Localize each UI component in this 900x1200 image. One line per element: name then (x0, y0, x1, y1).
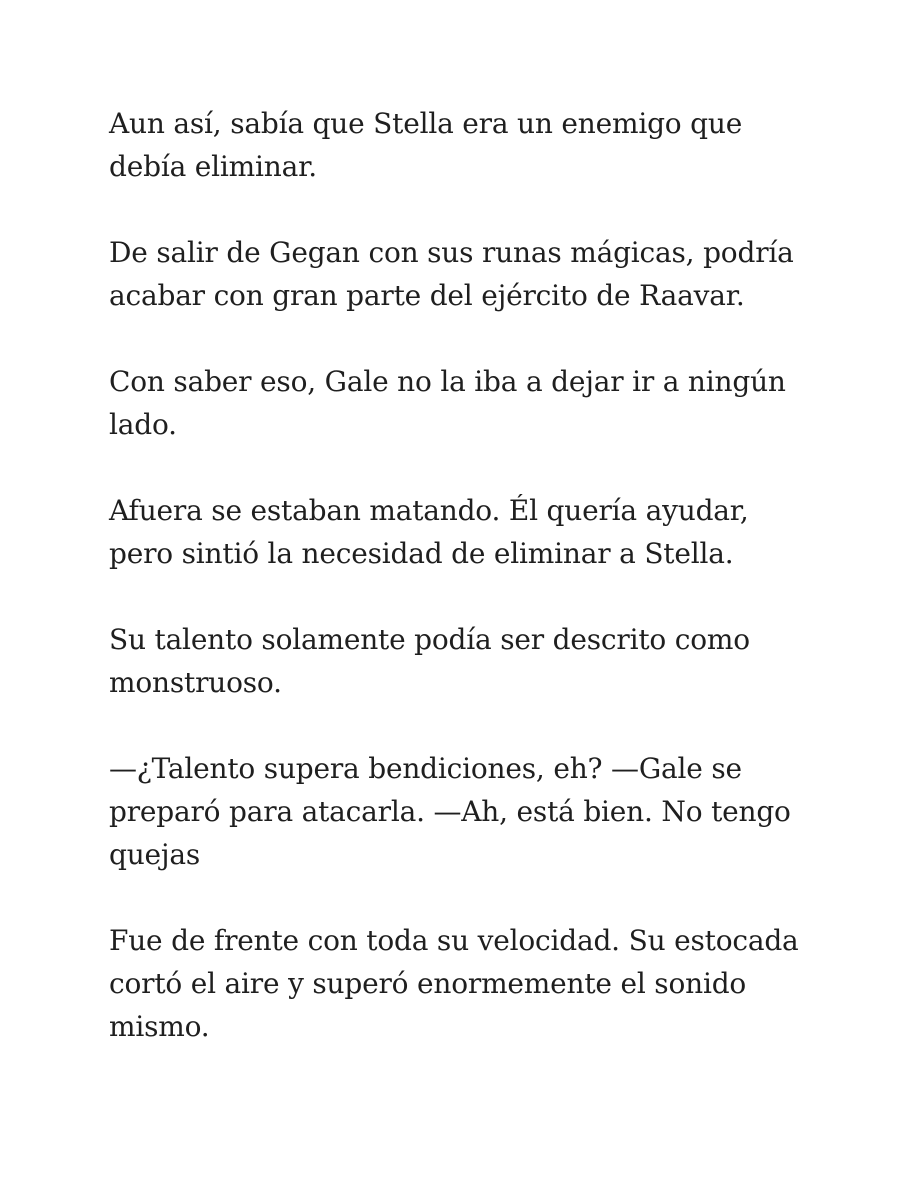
text-body (109, 102, 809, 1048)
paragraph: —¿Talento supera bendiciones, eh? —Gale se preparó para atacarla. —Ah, está bien. No tengo quejas (109, 752, 791, 871)
paragraph: De salir de Gegan con sus runas mágicas, podría acabar con gran parte del ejército de Raavar. (109, 236, 794, 312)
paragraph: Afuera se estaban matando. Él quería ayudar, pero sintió la necesidad de eliminar a Stella. (109, 494, 749, 570)
paragraph: Fue de frente con toda su velocidad. Su estocada cortó el aire y superó enormemente el sonido mismo. (109, 924, 799, 1043)
paragraph: Aun así, sabía que Stella era un enemigo que debía eliminar. (109, 107, 743, 183)
paragraph: Con saber eso, Gale no la iba a dejar ir a ningún lado. (109, 365, 786, 441)
paragraph: Su talento solamente podía ser descrito como monstruoso. (109, 623, 750, 699)
